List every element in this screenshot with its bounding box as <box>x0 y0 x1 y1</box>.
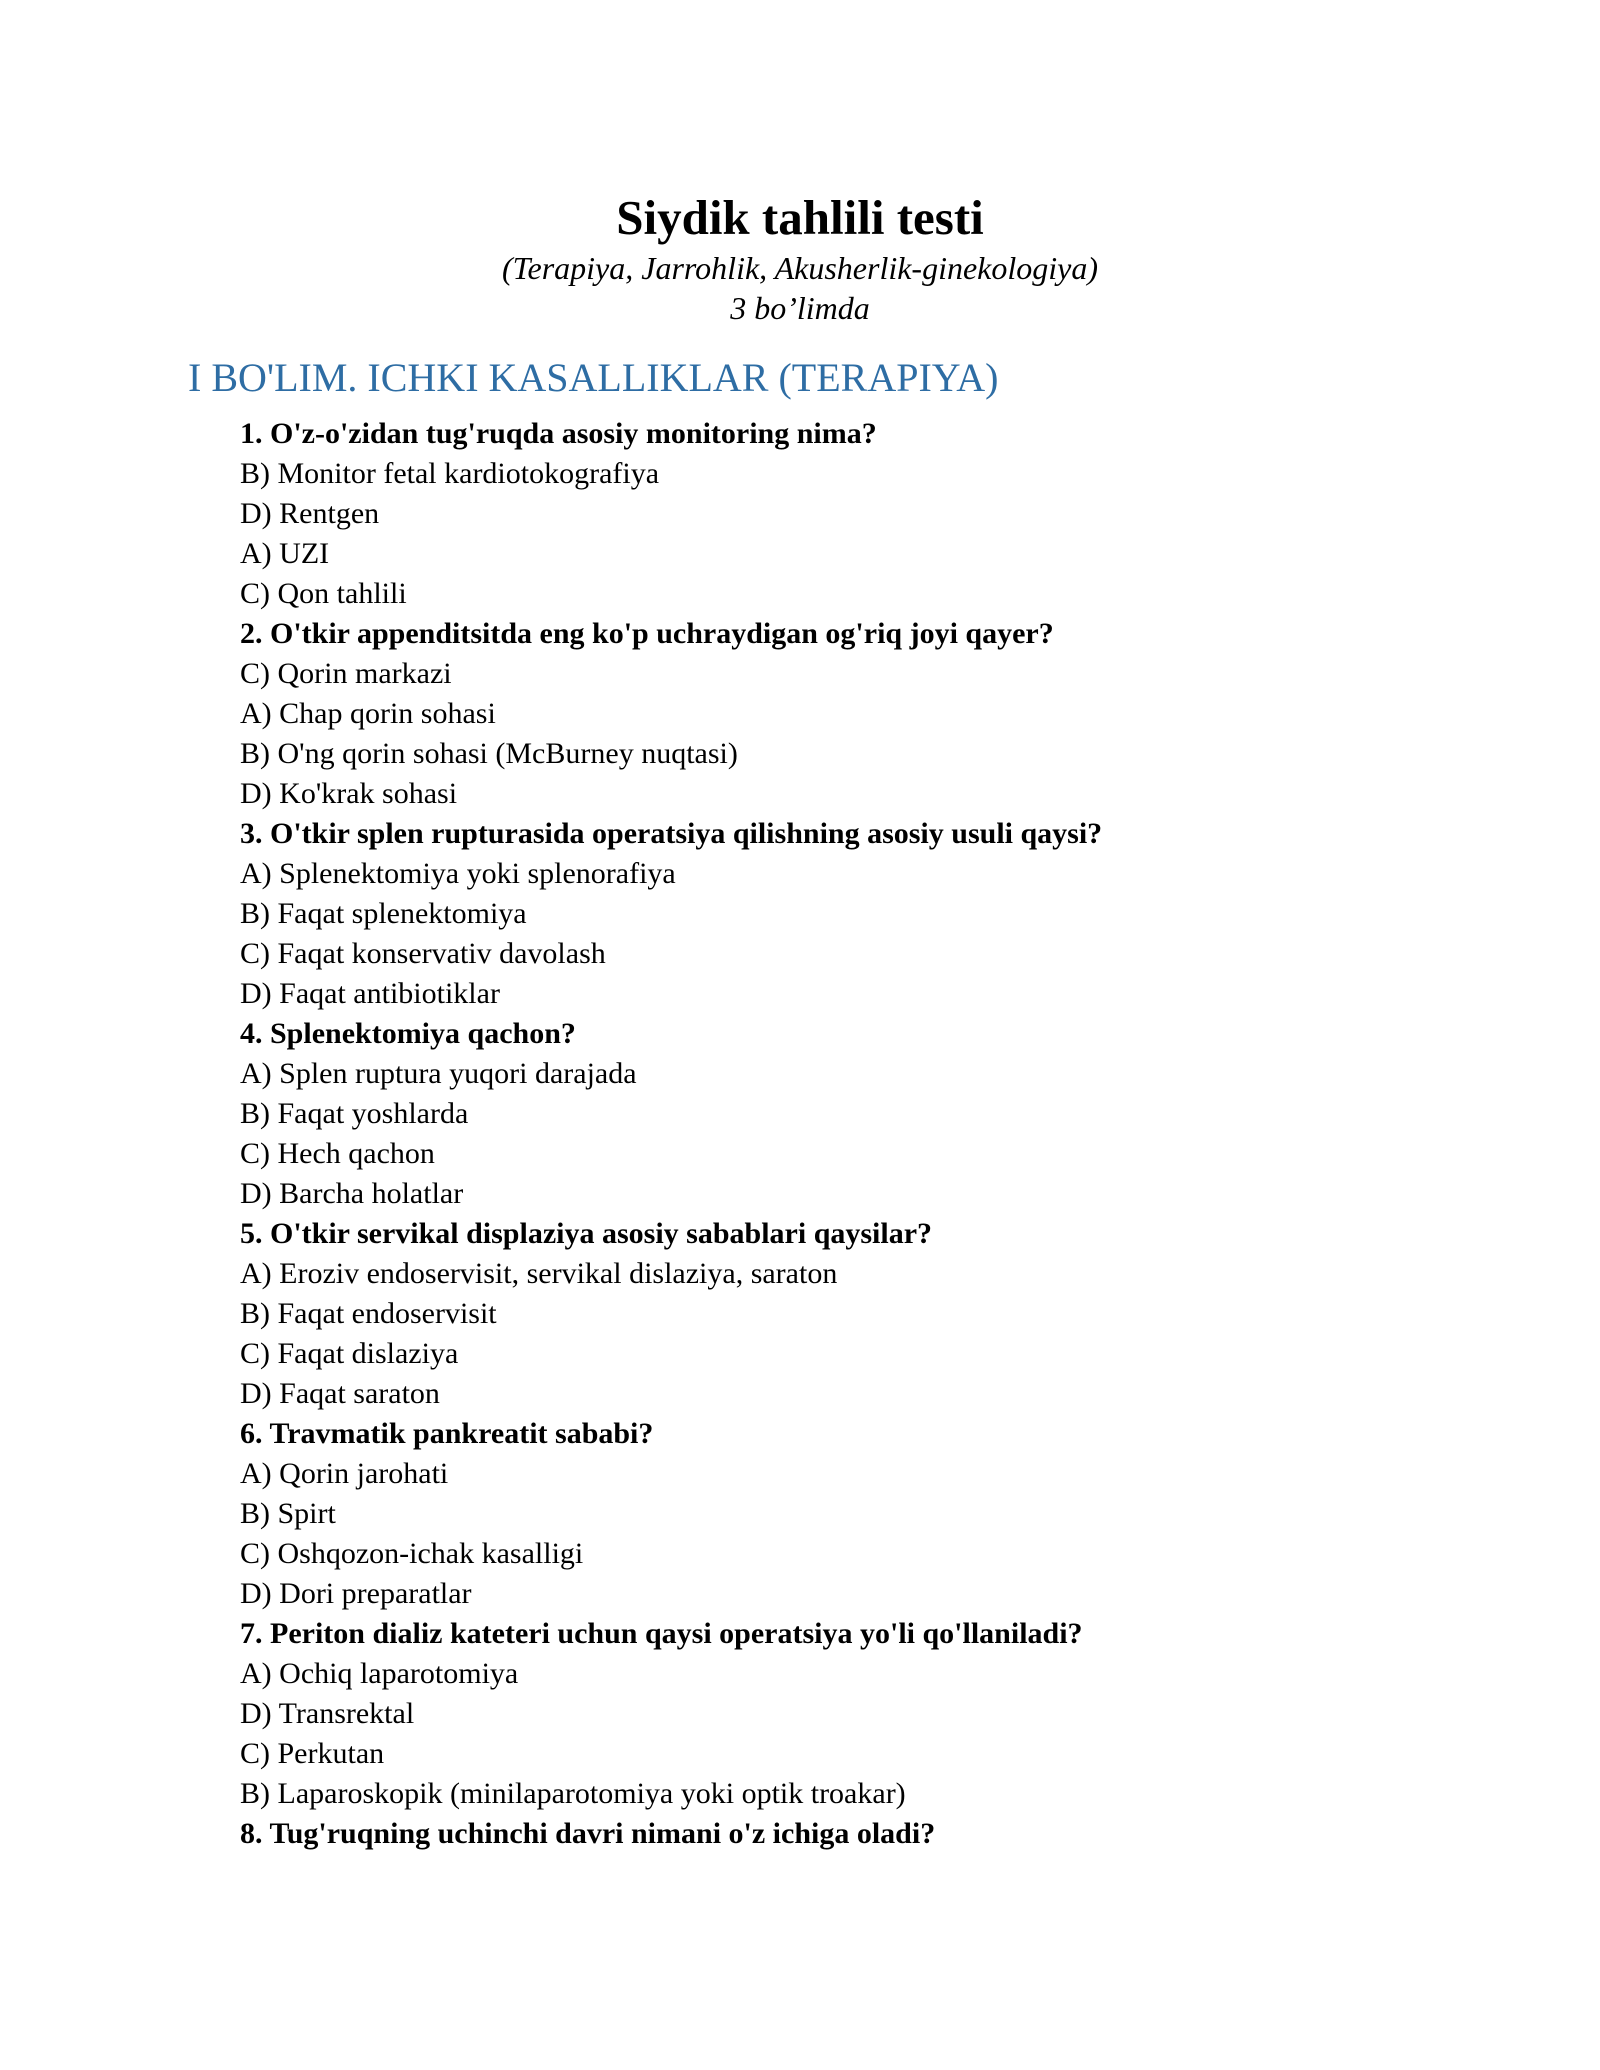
answer-option: D) Transrektal <box>240 1697 415 1730</box>
answer-option: C) Oshqozon-ichak kasalligi <box>240 1537 584 1570</box>
answer-option: B) Faqat splenektomiya <box>240 897 527 930</box>
question-text: 1. O'z-o'zidan tug'ruqda asosiy monitoring nima? <box>240 417 877 450</box>
answer-option: C) Perkutan <box>240 1737 385 1770</box>
answer-option: B) Spirt <box>240 1497 336 1530</box>
answer-option: B) Faqat yoshlarda <box>240 1097 469 1130</box>
question-text: 8. Tug'ruqning uchinchi davri nimani o'z ichiga oladi? <box>240 1817 936 1850</box>
answer-option: C) Qorin markazi <box>240 657 452 690</box>
question-text: 4. Splenektomiya qachon? <box>240 1017 576 1050</box>
answer-option: D) Ko'krak sohasi <box>240 777 458 810</box>
answer-option: C) Faqat konservativ davolash <box>240 937 606 970</box>
answer-option: B) Faqat endoservisit <box>240 1297 497 1330</box>
question-text: 2. O'tkir appenditsitda eng ko'p uchraydigan og'riq joyi qayer? <box>240 617 1054 650</box>
document-subtitle-sections: 3 bo’limda <box>730 290 870 326</box>
answer-option: A) Ochiq laparotomiya <box>240 1657 519 1690</box>
document-subtitle: (Terapiya, Jarrohlik, Akusherlik-ginekologiya) <box>501 250 1099 286</box>
document-title: Siydik tahlili testi <box>616 190 984 245</box>
answer-option: A) Eroziv endoservisit, servikal dislaziya, saraton <box>240 1257 838 1290</box>
answer-option: D) Barcha holatlar <box>240 1177 464 1210</box>
answer-option: B) O'ng qorin sohasi (McBurney nuqtasi) <box>240 737 738 770</box>
question-text: 5. O'tkir servikal displaziya asosiy sabablari qaysilar? <box>240 1217 933 1250</box>
answer-option: A) Splen ruptura yuqori darajada <box>240 1057 637 1090</box>
answer-option: D) Faqat antibiotiklar <box>240 977 500 1010</box>
section-heading: I BO'LIM. ICHKI KASALLIKLAR (TERAPIYA) <box>188 355 999 400</box>
answer-option: D) Faqat saraton <box>240 1377 440 1410</box>
question-list <box>240 414 1480 1854</box>
answer-option: A) Qorin jarohati <box>240 1457 449 1490</box>
answer-option: A) Chap qorin sohasi <box>240 697 496 730</box>
answer-option: D) Rentgen <box>240 497 380 530</box>
question-text: 3. O'tkir splen rupturasida operatsiya qilishning asosiy usuli qaysi? <box>240 817 1103 850</box>
answer-option: C) Faqat dislaziya <box>240 1337 459 1370</box>
answer-option: C) Hech qachon <box>240 1137 435 1170</box>
answer-option: A) Splenektomiya yoki splenorafiya <box>240 857 676 890</box>
answer-option: A) UZI <box>240 537 330 570</box>
answer-option: C) Qon tahlili <box>240 577 407 610</box>
answer-option: B) Monitor fetal kardiotokografiya <box>240 457 660 490</box>
question-text: 6. Travmatik pankreatit sababi? <box>240 1417 654 1450</box>
answer-option: B) Laparoskopik (minilaparotomiya yoki optik troakar) <box>240 1777 906 1810</box>
question-text: 7. Periton dializ kateteri uchun qaysi operatsiya yo'li qo'llaniladi? <box>240 1617 1083 1650</box>
answer-option: D) Dori preparatlar <box>240 1577 472 1610</box>
